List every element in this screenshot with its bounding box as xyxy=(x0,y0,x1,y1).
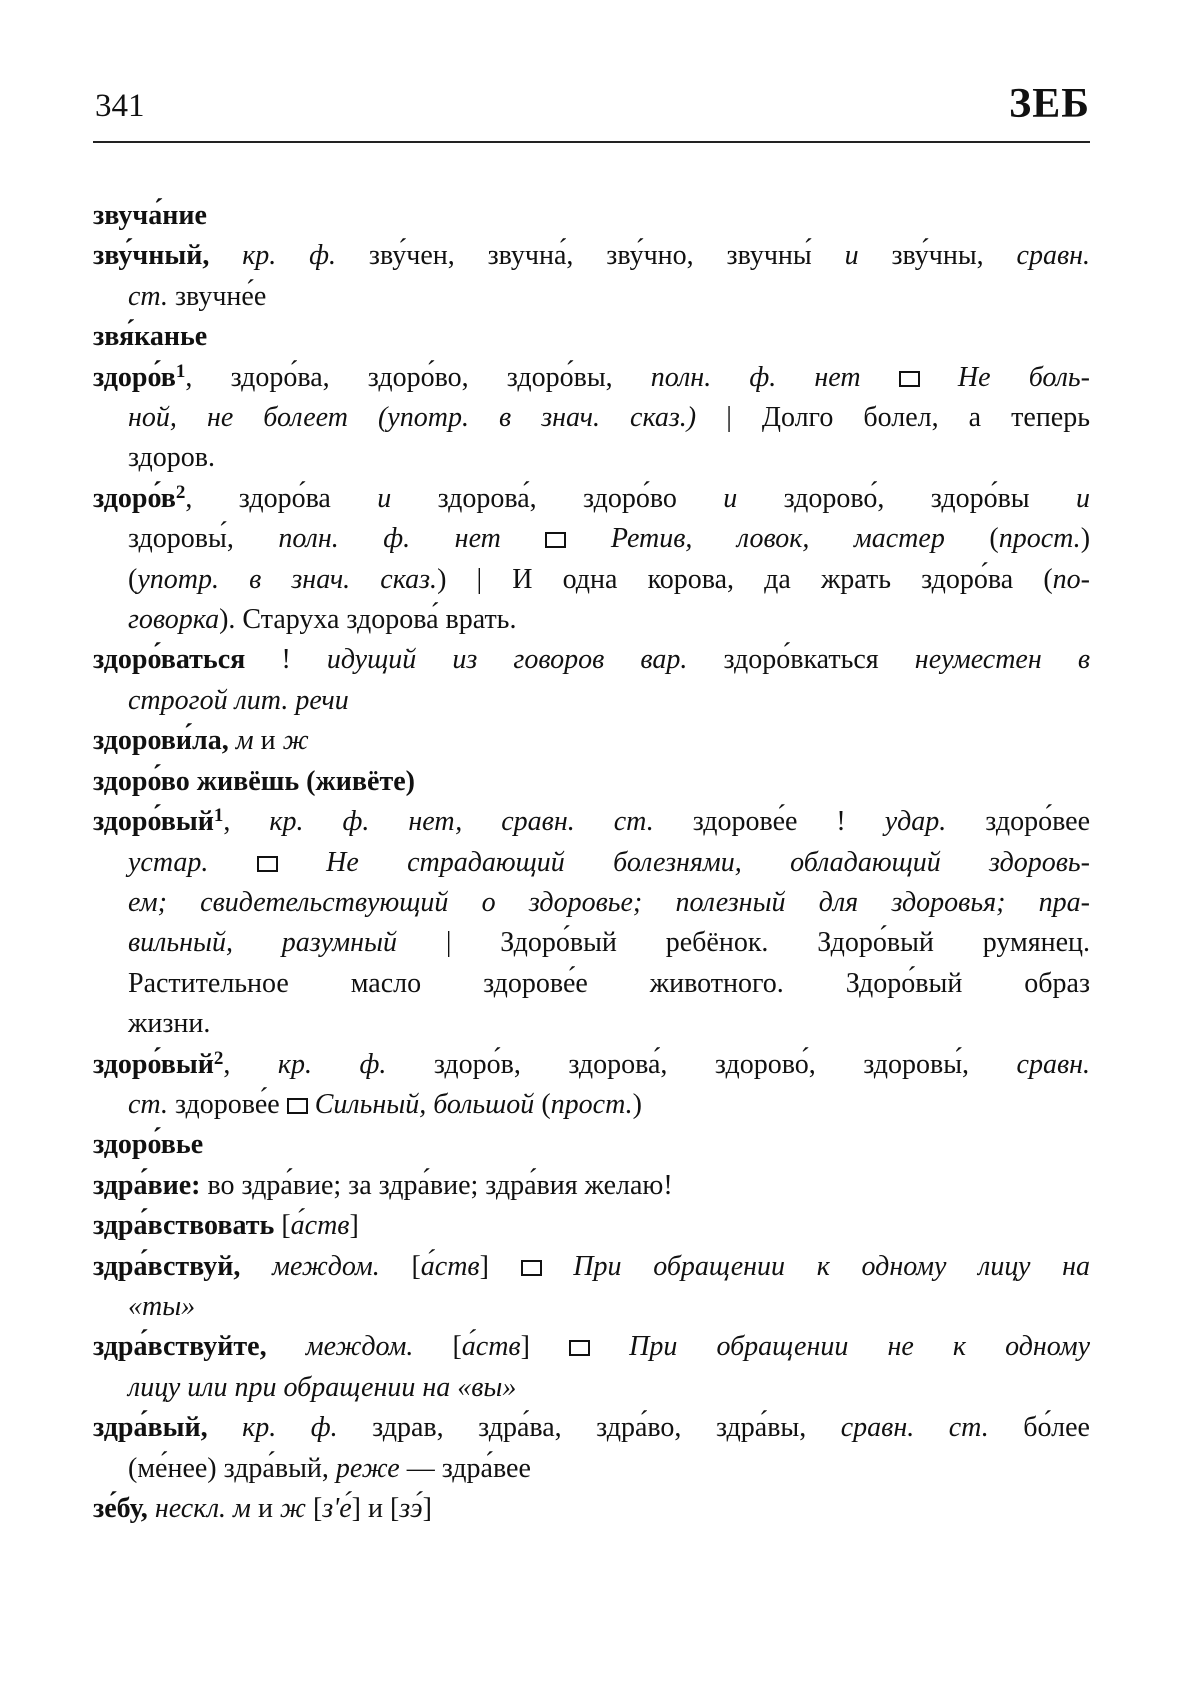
italic-note: строгой лит. речи xyxy=(128,684,349,716)
dictionary-entry xyxy=(93,1206,1090,1246)
italic-note: кр. ф. xyxy=(207,1412,338,1444)
headword: здра́вствовать xyxy=(93,1210,275,1242)
headword: здра́вие: xyxy=(93,1169,201,1201)
dictionary-entry xyxy=(93,1408,1090,1489)
italic-note: неуместен в xyxy=(914,644,1091,676)
entry-headline xyxy=(93,236,1090,276)
entry-text: ] xyxy=(520,1331,570,1363)
definition-box-icon xyxy=(287,1098,308,1114)
entry-headline xyxy=(93,1327,1090,1367)
entry-text: жизни. xyxy=(128,1008,211,1040)
entry-continuation xyxy=(93,277,1090,317)
dictionary-entry xyxy=(93,236,1090,317)
entry-headline xyxy=(93,802,1090,842)
italic-note: «ты» xyxy=(128,1290,196,1322)
italic-note: и xyxy=(377,482,392,514)
entry-text: зву́чны, xyxy=(858,240,1017,272)
homonym-number: 1 xyxy=(175,360,186,382)
headword: зву́чный, xyxy=(93,240,210,272)
headword: здра́вствуй, xyxy=(93,1250,241,1282)
headword: здоро́во живёшь (живёте) xyxy=(93,765,415,797)
entry-text: здоровы́, xyxy=(128,523,279,555)
entry-continuation xyxy=(93,843,1090,883)
definition-box-icon xyxy=(257,856,278,872)
dictionary-entry xyxy=(93,317,1090,357)
dictionary-entry xyxy=(93,1166,1090,1206)
italic-note: и xyxy=(723,482,738,514)
italic-note: идущий из говоров вар. xyxy=(326,644,688,676)
italic-note: кр. ф. xyxy=(209,240,337,272)
entry-continuation xyxy=(93,398,1090,438)
entry-headline xyxy=(93,640,1090,680)
entry-headline xyxy=(93,317,1090,357)
entry-headline xyxy=(93,479,1090,519)
dictionary-entry xyxy=(93,196,1090,236)
entry-continuation xyxy=(93,600,1090,640)
entry-text: | Здоро́вый ребёнок. Здоро́вый румянец. xyxy=(397,927,1090,959)
entry-text: ] xyxy=(422,1493,432,1524)
headword: здоро́ваться xyxy=(93,644,246,676)
entry-text: ! xyxy=(245,644,327,676)
entry-text: — здра́вее xyxy=(399,1452,531,1484)
header-rule xyxy=(93,141,1090,143)
entry-text: здорова́, здоро́во xyxy=(391,482,724,514)
headword: здра́вый, xyxy=(93,1412,208,1444)
dictionary-entry xyxy=(93,640,1090,721)
entry-text: ) xyxy=(632,1088,642,1120)
italic-note: а́ств xyxy=(290,1210,350,1242)
italic-note: кр. ф. xyxy=(277,1048,387,1080)
entry-text: , xyxy=(223,806,270,838)
italic-note: з'е́ xyxy=(322,1493,352,1524)
italic-note: При обращении не к одному xyxy=(590,1331,1090,1363)
entry-text: [ xyxy=(305,1493,323,1524)
homonym-number: 2 xyxy=(213,1047,224,1069)
entry-text: зву́чен, звучна́, зву́чно, звучны́ xyxy=(336,240,845,272)
italic-note: и xyxy=(1075,482,1090,514)
headword: здоро́вый xyxy=(93,806,214,838)
entry-continuation xyxy=(93,964,1090,1004)
entry-text: Растительное масло здорове́е животного. Здоро́вый образ xyxy=(128,967,1090,999)
entry-text: здоров. xyxy=(128,442,216,474)
italic-note: ж xyxy=(282,725,309,757)
entry-headline xyxy=(93,1408,1090,1448)
italic-note: прост. xyxy=(998,523,1081,555)
entry-continuation xyxy=(93,438,1090,478)
italic-note: При обращении к одному лицу на xyxy=(541,1250,1090,1282)
entry-text: ( xyxy=(944,523,999,555)
italic-note: сравн. xyxy=(1016,240,1091,272)
entry-continuation xyxy=(93,1449,1090,1489)
italic-note: а́ств xyxy=(461,1331,521,1363)
homonym-number: 2 xyxy=(175,481,186,503)
homonym-number: 1 xyxy=(213,805,224,827)
italic-note: ж xyxy=(279,1493,306,1524)
entry-text: ( xyxy=(128,563,138,595)
entry-text: ] xyxy=(349,1210,359,1242)
dictionary-entry xyxy=(93,1327,1090,1408)
italic-note: Не боль- xyxy=(919,361,1090,393)
entry-text: , здоро́ва, здоро́во, здоро́вы, xyxy=(185,361,651,393)
entry-text: ) | И одна корова, да жрать здоро́ва ( xyxy=(437,563,1053,595)
entry-text: здоро́вее xyxy=(946,806,1090,838)
entry-text: и xyxy=(250,1493,280,1524)
dictionary-entry xyxy=(93,1045,1090,1126)
entry-headline xyxy=(93,721,1090,761)
dictionary-entry xyxy=(93,762,1090,802)
entry-text: ). Старуха здорова́ врать. xyxy=(219,604,517,636)
italic-note: Не страдающий болезнями, обладающий здоровь- xyxy=(277,846,1091,878)
italic-note: сравн. xyxy=(1016,1048,1091,1080)
entry-text: [ xyxy=(413,1331,462,1363)
entry-continuation xyxy=(93,1004,1090,1044)
dictionary-entry xyxy=(93,479,1090,641)
headword: зе́бу, xyxy=(93,1493,148,1524)
dictionary-entry xyxy=(93,1125,1090,1165)
entry-text: [ xyxy=(274,1210,291,1242)
italic-note: полн. ф. нет xyxy=(650,361,899,393)
italic-note: междом. xyxy=(266,1331,414,1363)
headword: здоро́в xyxy=(93,482,176,514)
italic-note: и xyxy=(844,240,859,272)
entry-headline xyxy=(93,762,1090,802)
headword: здра́вствуйте, xyxy=(93,1331,267,1363)
entry-text: здоро́вкаться xyxy=(687,644,915,676)
headword: здоро́в xyxy=(93,361,176,393)
entry-text: [ xyxy=(379,1250,421,1282)
entry-text: и xyxy=(253,725,283,757)
italic-note: лицу или при обращении на «вы» xyxy=(128,1371,517,1403)
headword: здорови́ла, xyxy=(93,725,229,757)
dictionary-entry xyxy=(93,1489,1090,1529)
entry-headline xyxy=(93,1206,1090,1246)
entry-continuation xyxy=(93,560,1090,600)
entry-text: звучне́е xyxy=(168,280,267,312)
dictionary-entry xyxy=(93,358,1090,479)
entry-headline xyxy=(93,358,1090,398)
dictionary-entry xyxy=(93,1247,1090,1328)
italic-note: кр. ф. нет, сравн. ст. xyxy=(269,806,654,838)
italic-note: по- xyxy=(1052,563,1090,595)
guide-word: ЗЕБ xyxy=(1009,81,1090,127)
page-number: 341 xyxy=(95,88,145,124)
entry-text: ) xyxy=(1080,523,1091,555)
entry-continuation xyxy=(93,1287,1090,1327)
italic-note: ст. xyxy=(128,1088,168,1120)
dictionary-entry xyxy=(93,721,1090,761)
definition-box-icon xyxy=(545,532,566,548)
entry-continuation xyxy=(93,519,1090,559)
entry-headline xyxy=(93,1489,1090,1529)
italic-note: Ретив, ловок, мастер xyxy=(566,523,945,555)
entry-continuation xyxy=(93,1085,1090,1125)
entry-text: здорове́е xyxy=(168,1088,287,1120)
italic-note: полн. ф. нет xyxy=(278,523,546,555)
entry-continuation xyxy=(93,923,1090,963)
entry-text: (ме́нее) здра́вый, xyxy=(128,1452,336,1484)
italic-note: а́ств xyxy=(420,1250,480,1282)
definition-box-icon xyxy=(521,1260,542,1276)
italic-note: сравн. ст. xyxy=(840,1412,989,1444)
entry-text: здрав, здра́ва, здра́во, здра́вы, xyxy=(337,1412,841,1444)
headword: звя́канье xyxy=(93,321,208,353)
italic-note: междом. xyxy=(240,1250,380,1282)
entry-headline xyxy=(93,1247,1090,1287)
italic-note: реже xyxy=(335,1452,400,1484)
entry-text: бо́лее xyxy=(988,1412,1090,1444)
headword: здоро́вый xyxy=(93,1048,214,1080)
italic-note: ной, не болеет (употр. в знач. сказ.) xyxy=(128,402,697,434)
entry-text: здорово́, здоро́вы xyxy=(737,482,1076,514)
entry-text: здорове́е ! xyxy=(653,806,885,838)
italic-note: прост. xyxy=(550,1088,633,1120)
italic-note: нескл. м xyxy=(147,1493,251,1524)
definition-box-icon xyxy=(569,1340,590,1356)
entry-text: , xyxy=(223,1048,278,1080)
italic-note: устар. xyxy=(128,846,257,878)
entry-text: ( xyxy=(534,1088,551,1120)
entry-continuation xyxy=(93,883,1090,923)
entry-text: здоро́в, здорова́, здорово́, здоровы́, xyxy=(386,1048,1017,1080)
headword: здоро́вье xyxy=(93,1129,204,1161)
dictionary-entries xyxy=(93,196,1090,1529)
entry-text: ] xyxy=(479,1250,521,1282)
entry-headline xyxy=(93,1166,1090,1206)
italic-note: удар. xyxy=(884,806,947,838)
headword: звуча́ние xyxy=(93,200,207,231)
italic-note: зэ́ xyxy=(399,1493,423,1524)
entry-headline xyxy=(93,1045,1090,1085)
italic-note: м xyxy=(228,725,254,757)
entry-text: ] и [ xyxy=(351,1493,400,1524)
italic-note: ем; свидетельствующий о здоровье; полезный для здоровья; пра- xyxy=(128,886,1090,918)
italic-note: вильный, разумный xyxy=(128,927,397,959)
entry-text: | Долго болел, а теперь xyxy=(696,402,1091,434)
italic-note: ст. xyxy=(128,280,168,312)
italic-note: употр. в знач. сказ. xyxy=(137,563,438,595)
entry-headline xyxy=(93,1125,1090,1165)
entry-text: во здра́вие; за здра́вие; здра́вия желаю! xyxy=(200,1169,673,1201)
entry-continuation xyxy=(93,681,1090,721)
dictionary-entry xyxy=(93,802,1090,1044)
entry-continuation xyxy=(93,1368,1090,1408)
entry-text: , здоро́ва xyxy=(185,482,378,514)
definition-box-icon xyxy=(899,371,920,387)
entry-headline xyxy=(93,196,1090,236)
italic-note: говорка xyxy=(128,604,220,636)
italic-note: Сильный, большой xyxy=(307,1088,535,1120)
